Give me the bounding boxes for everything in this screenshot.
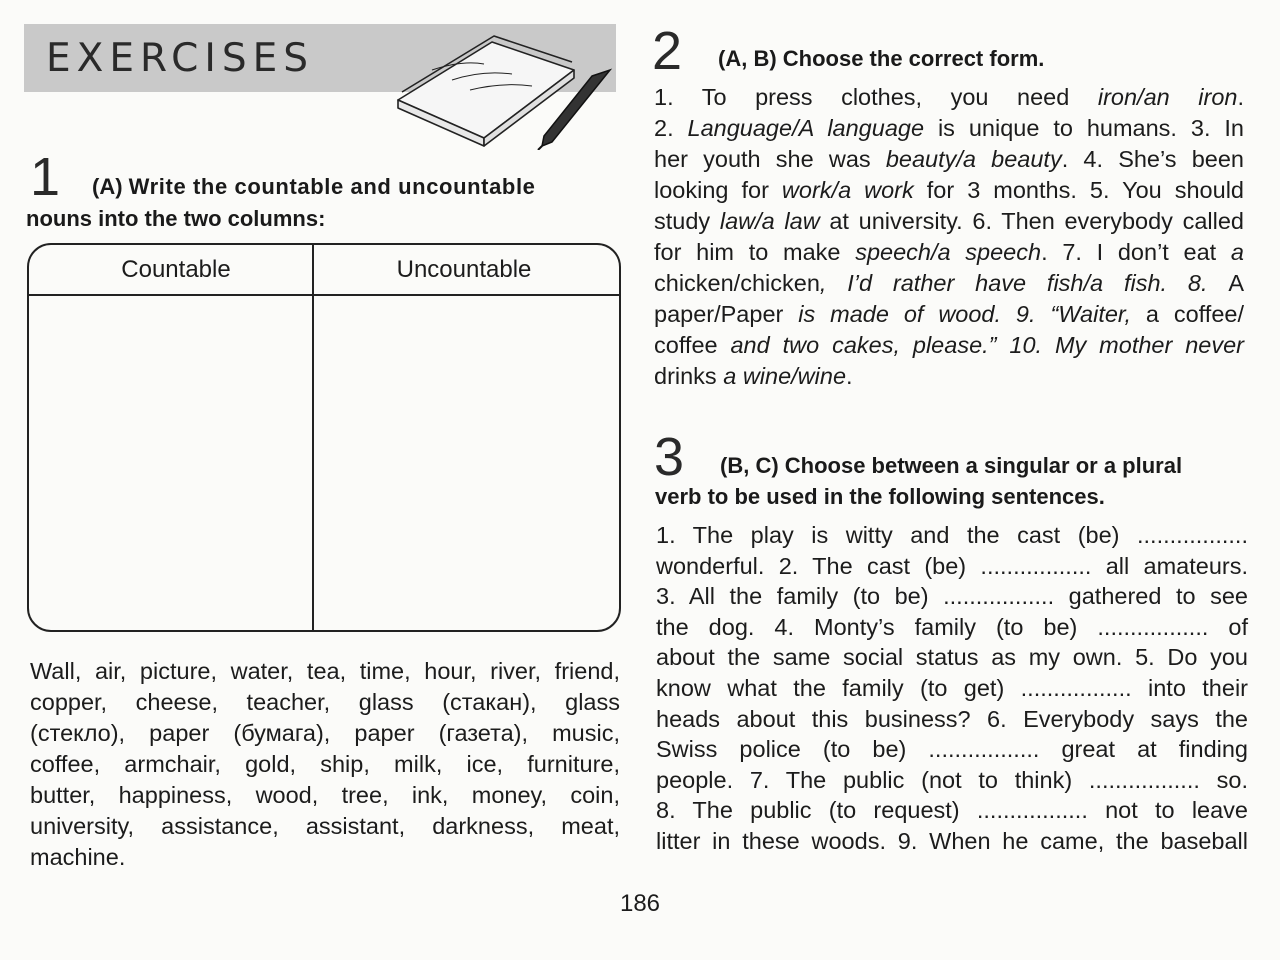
exercise-3-line: heads about this business? 6. Everybody says the <box>656 705 1248 732</box>
exercise-2-line: drinks a wine/wine. <box>654 363 853 389</box>
exercise-3-heading-line2: verb to be used in the following sentences. <box>655 484 1105 509</box>
exercise-3-number: 3 <box>654 427 685 487</box>
word-list-line: machine. <box>30 844 126 870</box>
exercise-1-instruction-line2: nouns into the two columns: <box>26 206 326 231</box>
exercise-3-line: about the same social status as my own. 5. Do you <box>656 644 1248 671</box>
exercise-2-line: her youth she was beauty/a beauty. 4. She’s been <box>654 146 1244 172</box>
page-title: EXERCISES <box>46 36 315 81</box>
word-list-line: butter, happiness, wood, tree, ink, money, coin, <box>30 782 620 808</box>
exercise-3-line: people. 7. The public (not to think) ................. so. <box>656 766 1248 793</box>
answer-table-header-rule <box>27 294 621 296</box>
exercise-2-line: study law/a law at university. 6. Then everybody called <box>654 208 1244 234</box>
exercise-3-line: 3. All the family (to be) ................. gathered to see <box>656 583 1248 610</box>
word-list-line: university, assistance, assistant, darkness, meat, <box>30 813 620 839</box>
exercise-2-line: chicken/chicken, I’d rather have fish/a fish. 8. A <box>654 270 1244 296</box>
exercise-3-line: litter in these woods. 9. When he came, the baseball <box>656 828 1248 854</box>
exercise-3-line: know what the family (to get) ................. into their <box>656 675 1248 701</box>
exercise-3-line: 8. The public (to request) ................. not to leave <box>656 797 1248 824</box>
word-list-line: (стекло), paper (бумага), paper (газета), music, <box>30 720 620 746</box>
column-header-countable: Countable <box>121 256 231 283</box>
exercise-3-heading-line1: (B, C) Choose between a singular or a plural <box>720 453 1183 478</box>
exercise-2-line: 2. Language/A language is unique to humans. 3. In <box>654 115 1244 141</box>
exercise-1-label: (A) <box>92 174 123 199</box>
exercise-2-line: for him to make speech/a speech. 7. I don’t eat a <box>654 239 1244 265</box>
exercise-2-line: 1. To press clothes, you need iron/an iron. <box>654 84 1244 110</box>
page-number: 186 <box>619 890 661 917</box>
notebook-pen-illustration <box>392 30 622 150</box>
exercise-1-instruction-line1: Write the countable and uncountable <box>128 174 536 199</box>
answer-table <box>27 243 621 632</box>
word-list-line: coffee, armchair, gold, ship, milk, ice, furniture, <box>30 751 620 777</box>
exercise-2-heading: (A, B) Choose the correct form. <box>718 46 1045 71</box>
word-list-line: Wall, air, picture, water, tea, time, hour, river, friend, <box>30 658 620 684</box>
exercise-2-line: paper/Paper is made of wood. 9. “Waiter, a coffee/ <box>654 301 1244 327</box>
exercise-2-line: coffee and two cakes, please.” 10. My mother never <box>654 332 1244 358</box>
exercise-2-line: looking for work/a work for 3 months. 5. You should <box>654 177 1244 203</box>
word-list-line: copper, cheese, teacher, glass (стакан), glass <box>30 689 620 715</box>
exercise-3-line: the dog. 4. Monty’s family (to be) ................. of <box>656 613 1248 640</box>
exercise-3-line: 1. The play is witty and the cast (be) ................. <box>656 522 1248 548</box>
exercise-3-line: Swiss police (to be) ................. great at finding <box>656 736 1248 763</box>
exercise-2-number: 2 <box>652 21 683 81</box>
exercise-1-instruction <box>92 171 536 203</box>
answer-table-divider <box>312 243 314 632</box>
exercise-3-line: wonderful. 2. The cast (be) ................. all amateurs. <box>656 552 1248 579</box>
exercise-1-number: 1 <box>30 147 61 207</box>
column-header-uncountable: Uncountable <box>396 256 532 283</box>
